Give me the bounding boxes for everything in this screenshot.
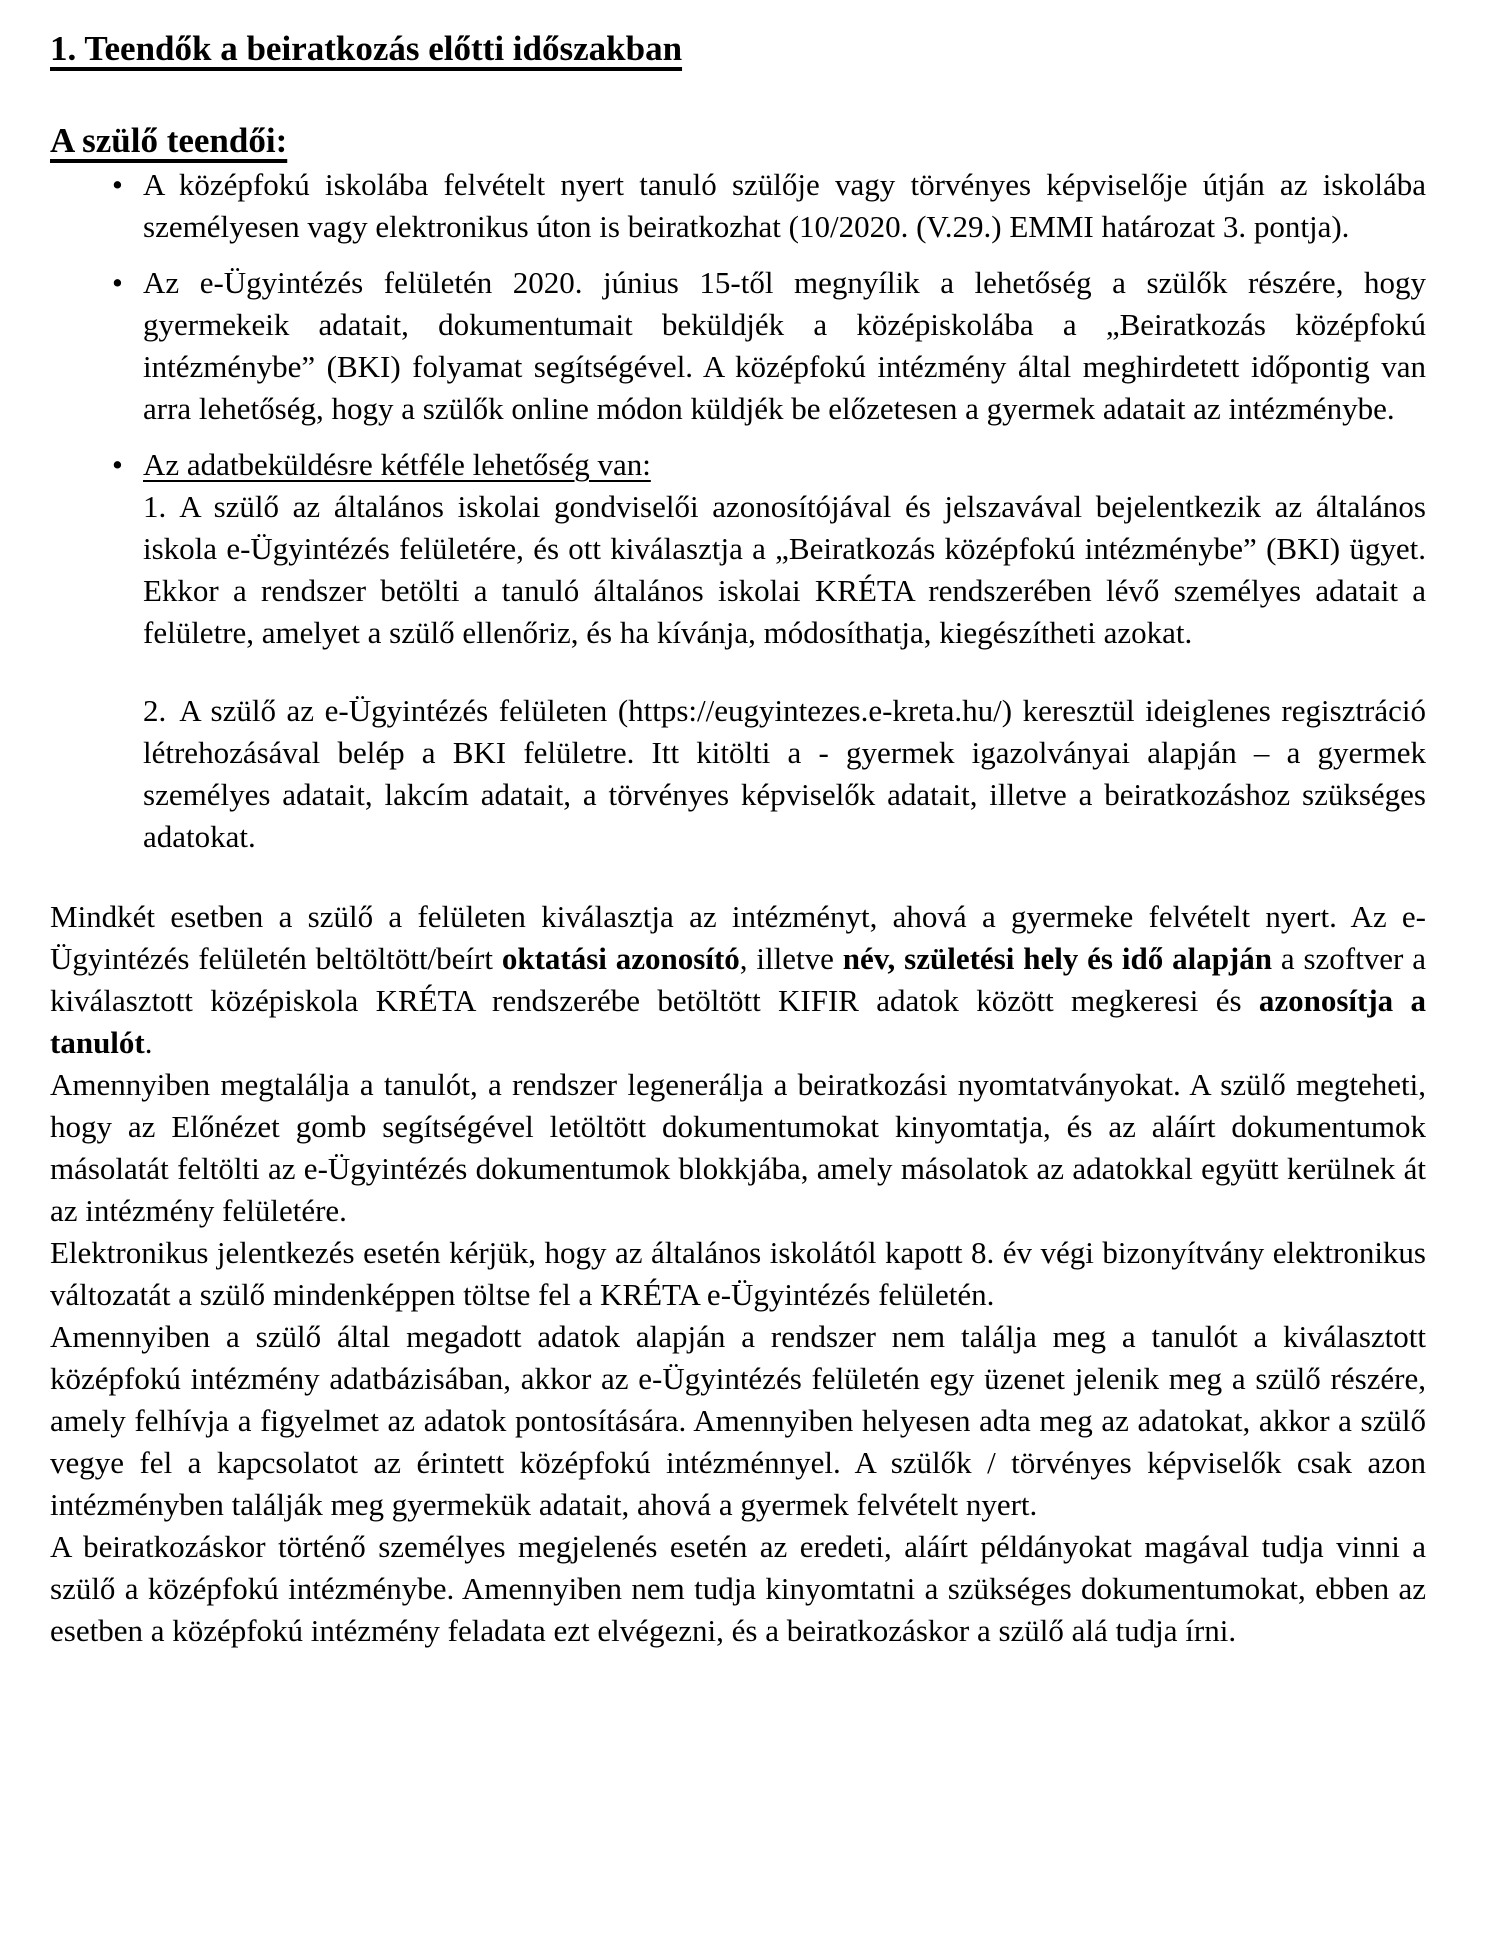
- paragraph-5: A beiratkozáskor történő személyes megjelenés esetén az eredeti, aláírt példányokat magával tudja vinni a szülő a középfokú intézménybe. Amennyiben nem tudja kinyomtatni a szükséges dokumentumokat, ebben az esetben a középfokú intézmény feladata ezt elvégezni, és a beiratkozáskor a szülő alá tudja írni.: [50, 1529, 1426, 1648]
- bullet-item-2-text: Az e-Ügyintézés felületén 2020. június 15-től megnyílik a lehetőség a szülők részére, hogy gyermekeik adatait, dokumentumait beküldjék a középiskolába a „Beiratkozás középfokú intézménybe” (BKI) folyamat segítségével. A középfokú intézmény által meghirdetett időpontig van arra lehetőség, hogy a szülők online módon küldjék be előzetesen a gyermek adatait az intézménybe.: [143, 265, 1426, 426]
- bullet-item-3: [50, 444, 1426, 858]
- page-title: 1. Teendők a beiratkozás előtti időszakban: [50, 29, 683, 68]
- numbered-item-2-number: 2.: [143, 693, 167, 728]
- bullet-item-3-lead: [143, 444, 1426, 486]
- body-text-block: [50, 896, 1426, 1652]
- section-heading: A szülő teendői:: [50, 121, 288, 160]
- paragraph-2: Amennyiben megtalálja a tanulót, a rendszer legenerálja a beiratkozási nyomtatványokat. A szülő megteheti, hogy az Előnézet gomb segítségével letöltött dokumentumokat kinyomtatja, és az aláírt dokumentumok másolatát feltölti az e-Ügyintézés dokumentumok blokkjába, amely másolatok az adatokkal együtt kerülnek át az intézmény felületére.: [50, 1067, 1426, 1228]
- bullet-item-1-text: A középfokú iskolába felvételt nyert tanuló szülője vagy törvényes képviselője útján az iskolába személyesen vagy elektronikus úton is beiratkozhat (10/2020. (V.29.) EMMI határozat 3. pontja).: [143, 167, 1426, 244]
- bullet-item-1: [50, 164, 1426, 248]
- paragraph-4: Amennyiben a szülő által megadott adatok alapján a rendszer nem találja meg a tanulót a kiválasztott középfokú intézmény adatbázisában, akkor az e-Ügyintézés felületén egy üzenet jelenik meg a szülő részére, amely felhívja a figyelmet az adatok pontosítására. Amennyiben helyesen adta meg az adatokat, akkor a szülő vegye fel a kapcsolatot az érintett középfokú intézménnyel. A szülők / törvényes képviselők csak azon intézményben találják meg gyermekük adatait, ahová a gyermek felvételt nyert.: [50, 1319, 1426, 1522]
- bullet-item-2: [50, 262, 1426, 430]
- bullet-item-3-lead-text: Az adatbeküldésre kétféle lehetőség van:: [143, 447, 651, 482]
- paragraph-1: Mindkét esetben a szülő a felületen kiválasztja az intézményt, ahová a gyermeke felvételt nyert. Az e-Ügyintézés felületén beltöltött/beírt oktatási azonosító, illetve név, születési hely és idő alapján a szoftver a kiválasztott középiskola KRÉTA rendszerébe betöltött KIFIR adatok között megkeresi és azonosítja a tanulót.: [50, 899, 1426, 1060]
- paragraph-3: Elektronikus jelentkezés esetén kérjük, hogy az általános iskolától kapott 8. év végi bizonyítvány elektronikus változatát a szülő mindenképpen töltse fel a KRÉTA e-Ügyintézés felületén.: [50, 1235, 1426, 1312]
- numbered-item-2: [143, 690, 1426, 858]
- numbered-item-2-text: A szülő az e-Ügyintézés felületen (https://eugyintezes.e-kreta.hu/) keresztül ideiglenes regisztráció létrehozásával belép a BKI felületre. Itt kitölti a - gyermek igazolványai alapján – a gyermek személyes adatait, lakcím adatait, a törvényes képviselők adatait, illetve a beiratkozáshoz szükséges adatokat.: [143, 693, 1426, 854]
- numbered-item-1-text: A szülő az általános iskolai gondviselői azonosítójával és jelszavával bejelentkezik az általános iskola e-Ügyintézés felületére, és ott kiválasztja a „Beiratkozás középfokú intézménybe” (BKI) ügyet. Ekkor a rendszer betölti a tanuló általános iskolai KRÉTA rendszerében lévő személyes adatait a felületre, amelyet a szülő ellenőriz, és ha kívánja, módosíthatja, kiegészítheti azokat.: [143, 489, 1426, 650]
- bullet-list: [50, 164, 1426, 858]
- numbered-item-1-number: 1.: [143, 489, 167, 524]
- numbered-item-1: [143, 486, 1426, 654]
